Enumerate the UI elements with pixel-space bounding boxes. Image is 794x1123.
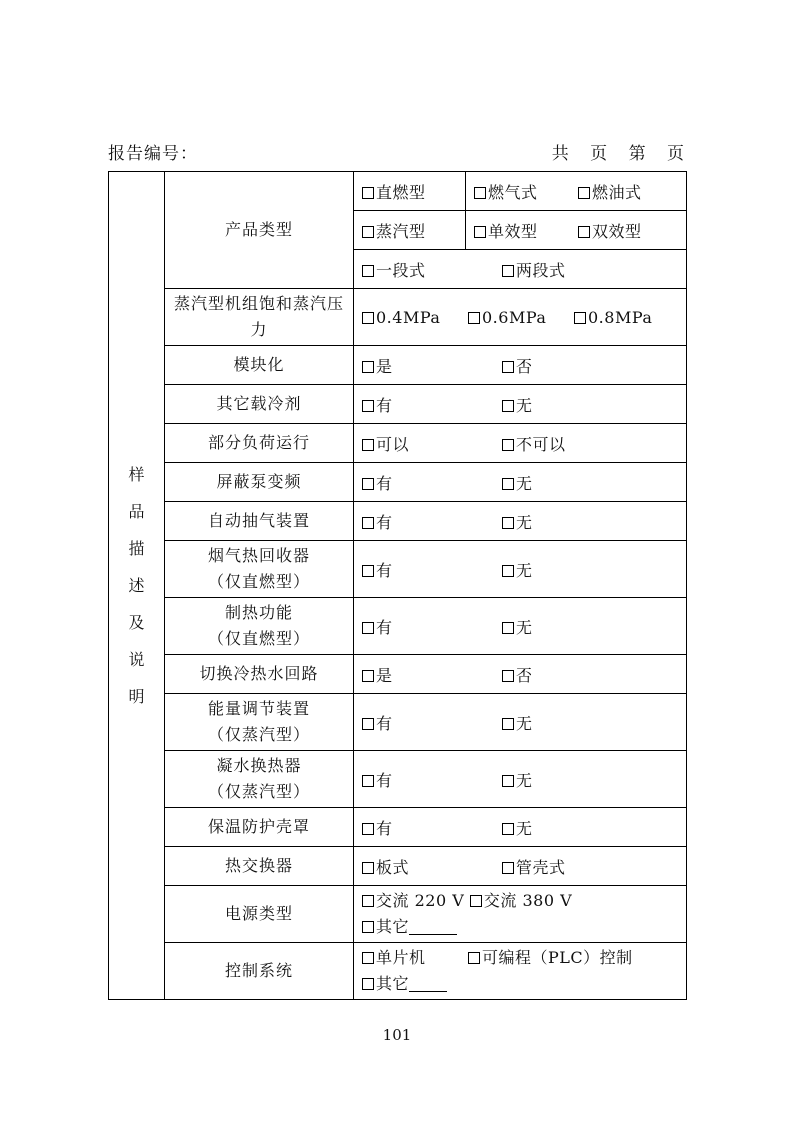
checkbox-icon[interactable] [502,439,514,451]
option-no[interactable] [502,819,533,838]
option-label: 其它 [376,974,410,993]
option-yes[interactable] [362,663,502,686]
auto-purge-options [354,502,687,541]
heat-exchanger-label: 热交换器 [165,847,354,886]
option-label: 单效型 [488,221,538,241]
partial-load-label: 部分负荷运行 [165,424,354,463]
checkbox-icon[interactable] [502,361,514,373]
option-two-stage[interactable] [502,261,566,280]
option-label: 0.4MPa [376,307,441,327]
heating-function-options [354,598,687,655]
option-no[interactable] [502,771,533,790]
checkbox-icon[interactable] [362,265,374,277]
option-label: 是 [376,665,393,685]
side-char: 品 [128,502,145,521]
other-coolant-label: 其它载冷剂 [165,385,354,424]
power-type-label: 电源类型 [165,886,354,943]
checkbox-icon[interactable] [474,226,486,238]
checkbox-icon[interactable] [502,400,514,412]
option-yes[interactable] [362,711,502,734]
side-label [109,172,165,1000]
option-yes[interactable] [362,510,502,533]
pressure-label: 蒸汽型机组饱和蒸汽压力 [165,289,354,346]
flue-gas-recovery-options [354,541,687,598]
auto-purge-label: 自动抽气装置 [165,502,354,541]
flue-gas-recovery-label [165,541,354,598]
heating-function-label [165,598,354,655]
option-direct-fired[interactable] [354,172,466,211]
checkbox-icon[interactable] [578,187,590,199]
other-coolant-options [354,385,687,424]
option-yes[interactable] [362,558,502,581]
checkbox-icon[interactable] [362,312,374,324]
label-line: 凝水换热器 [216,756,302,775]
label-line: 制热功能 [224,603,293,622]
option-0-4mpa[interactable] [362,308,468,327]
option-no[interactable] [502,396,533,415]
option-label: 直燃型 [376,182,426,202]
option-label: 无 [516,818,533,838]
option-plc[interactable] [468,948,633,967]
option-label: 可编程（PLC）控制 [482,948,633,967]
checkbox-icon[interactable] [362,226,374,238]
condensate-hx-options [354,751,687,808]
pump-vfd-options [354,463,687,502]
label-line: （仅直燃型） [207,572,310,591]
option-label: 蒸汽型 [376,221,426,241]
option-no[interactable] [502,474,533,493]
option-label: 有 [376,770,393,790]
option-no[interactable] [502,618,533,637]
option-label: 其它 [376,917,410,936]
option-0-6mpa[interactable] [468,308,574,327]
option-label: 双效型 [592,221,642,241]
checkbox-icon[interactable] [502,565,514,577]
label-line: （仅蒸汽型） [207,782,310,801]
checkbox-icon[interactable] [362,978,374,990]
option-no[interactable] [502,714,533,733]
side-char: 样 [128,465,145,484]
checkbox-icon[interactable] [362,565,374,577]
effect-options [466,211,687,250]
option-yes[interactable] [362,768,502,791]
side-char: 明 [128,687,145,706]
option-label: 无 [516,512,533,532]
label-line: （仅直燃型） [207,629,310,648]
option-label: 有 [376,395,393,415]
option-label: 0.8MPa [588,307,653,327]
option-single-effect[interactable] [474,219,578,242]
option-control-other[interactable] [362,974,447,993]
checkbox-icon[interactable] [362,895,374,907]
checkbox-icon[interactable] [574,312,586,324]
checkbox-icon[interactable] [470,895,482,907]
option-plate[interactable] [362,855,502,878]
checkbox-icon[interactable] [362,439,374,451]
option-single-stage[interactable] [362,258,502,281]
checkbox-icon[interactable] [362,478,374,490]
option-label: 无 [516,473,533,493]
fuel-options [466,172,687,211]
checkbox-icon[interactable] [362,921,374,933]
option-gas[interactable] [474,180,578,203]
option-label: 不可以 [516,434,566,454]
switch-loop-label: 切换冷热水回路 [165,655,354,694]
option-label: 有 [376,617,393,637]
capacity-control-options [354,694,687,751]
option-label: 无 [516,395,533,415]
insulation-options [354,808,687,847]
option-label: 0.6MPa [482,307,547,327]
switch-loop-options [354,655,687,694]
heat-exchanger-options [354,847,687,886]
option-no[interactable] [502,666,533,685]
option-shell-tube[interactable] [502,858,566,877]
partial-load-options [354,424,687,463]
option-oil[interactable] [578,183,642,202]
sample-description-table [108,171,687,1000]
option-label: 无 [516,713,533,733]
side-char: 及 [128,613,145,632]
checkbox-icon[interactable] [362,862,374,874]
checkbox-icon[interactable] [362,622,374,634]
option-label: 否 [516,665,533,685]
option-label: 单片机 [376,948,426,967]
control-system-options [354,943,687,1000]
checkbox-icon[interactable] [362,400,374,412]
option-ac-220v[interactable] [362,891,464,910]
option-label: 有 [376,560,393,580]
option-label: 无 [516,770,533,790]
report-number-label: 报告编号： [108,144,198,164]
checkbox-icon[interactable] [362,517,374,529]
checkbox-icon[interactable] [468,312,480,324]
page-number: 101 [382,1026,412,1044]
modular-options [354,346,687,385]
option-label: 燃气式 [488,182,538,202]
checkbox-icon[interactable] [362,823,374,835]
option-label: 燃油式 [592,182,642,202]
option-0-8mpa[interactable] [574,308,652,327]
option-power-other[interactable] [362,917,457,936]
checkbox-icon[interactable] [362,361,374,373]
option-label: 无 [516,617,533,637]
option-steam[interactable] [354,211,466,250]
checkbox-icon[interactable] [502,862,514,874]
side-char: 描 [128,539,145,558]
product-type-label: 产品类型 [165,172,354,289]
option-no[interactable] [502,357,533,376]
option-yes[interactable] [362,354,502,377]
checkbox-icon[interactable] [502,265,514,277]
option-yes[interactable] [362,393,502,416]
option-no[interactable] [502,435,566,454]
checkbox-icon[interactable] [362,775,374,787]
label-line: 烟气热回收器 [207,546,310,565]
option-label: 有 [376,512,393,532]
option-label: 可以 [376,434,410,454]
option-double-effect[interactable] [578,222,642,241]
option-no[interactable] [502,513,533,532]
checkbox-icon[interactable] [362,670,374,682]
checkbox-icon[interactable] [362,952,374,964]
power-type-options [354,886,687,943]
checkbox-icon[interactable] [502,823,514,835]
side-char: 述 [128,576,145,595]
report-header [108,139,686,165]
option-label: 管壳式 [516,857,566,877]
option-label: 否 [516,356,533,376]
pump-vfd-label: 屏蔽泵变频 [165,463,354,502]
checkbox-icon[interactable] [502,517,514,529]
label-line: （仅蒸汽型） [207,725,310,744]
option-yes[interactable] [362,471,502,494]
side-char: 说 [128,650,145,669]
option-label: 两段式 [516,260,566,280]
page-count-label: 共 页 第 页 [551,144,686,164]
checkbox-icon[interactable] [474,187,486,199]
option-ac-380v[interactable] [470,891,572,910]
option-mcu[interactable] [362,945,468,971]
option-label: 有 [376,473,393,493]
fill-in-blank[interactable] [409,920,457,935]
checkbox-icon[interactable] [502,670,514,682]
option-label: 有 [376,818,393,838]
control-system-label: 控制系统 [165,943,354,1000]
option-label: 交流 220 V [376,891,465,910]
insulation-label: 保温防护壳罩 [165,808,354,847]
option-yes[interactable] [362,816,502,839]
pressure-options [354,289,687,346]
checkbox-icon[interactable] [502,718,514,730]
fill-in-blank[interactable] [409,977,447,992]
condensate-hx-label [165,751,354,808]
option-label: 是 [376,356,393,376]
option-label: 一段式 [376,260,426,280]
option-yes[interactable] [362,615,502,638]
option-label: 交流 380 V [483,891,573,910]
checkbox-icon[interactable] [502,478,514,490]
option-label: 无 [516,560,533,580]
capacity-control-label [165,694,354,751]
option-label: 板式 [376,857,410,877]
checkbox-icon[interactable] [502,622,514,634]
modular-label: 模块化 [165,346,354,385]
checkbox-icon[interactable] [468,952,480,964]
option-no[interactable] [502,561,533,580]
checkbox-icon[interactable] [362,718,374,730]
stage-options [354,250,687,289]
checkbox-icon[interactable] [502,775,514,787]
label-line: 能量调节装置 [207,699,310,718]
option-label: 有 [376,713,393,733]
option-yes[interactable] [362,432,502,455]
checkbox-icon[interactable] [362,187,374,199]
checkbox-icon[interactable] [578,226,590,238]
